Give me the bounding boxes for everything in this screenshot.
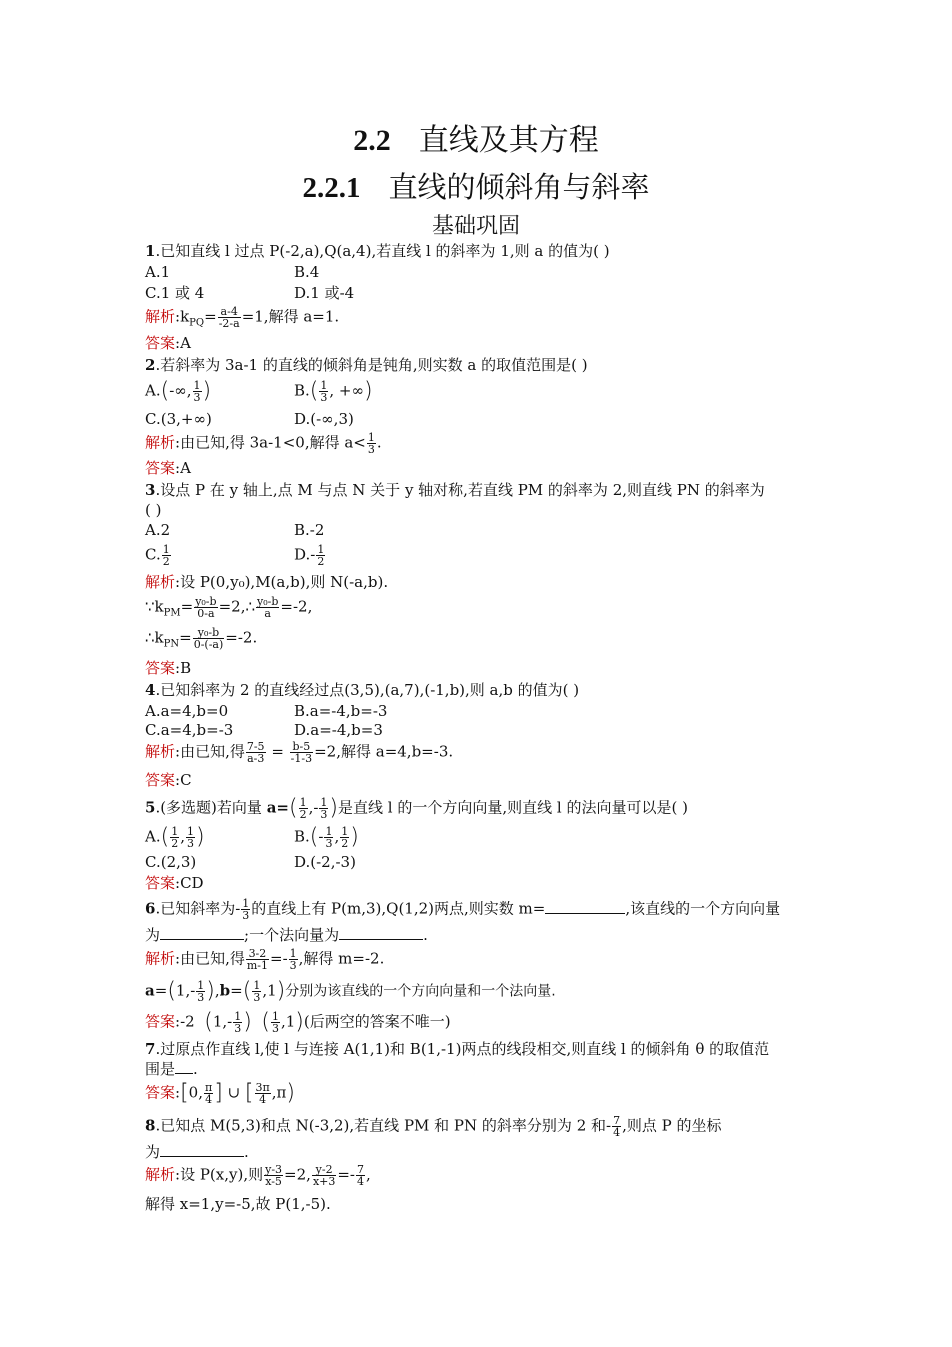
section-name: 直线及其方程: [418, 123, 599, 158]
q5-options-ab: A.( $\frac{1}{2}$ , $\frac{1}{3}$ ) B.(- $\frac{1}{3}$ , $\frac{1}{2}$ ): [145, 824, 359, 850]
q2-analysis: 解析:由已知,得 3a-1<0,解得 a< $\frac{1}{3}$ .: [145, 431, 382, 456]
q8-stem: 8.已知点 M(5,3)和点 N(-3,2),若直线 PM 和 PN 的斜率分别为 2 和- $\frac{7}{4}$ ,则点 P 的坐标: [145, 1114, 722, 1139]
q6-stem-cont: 为 ;一个法向量为 .: [145, 926, 428, 944]
q1-options-ab: A.1 B.4: [145, 263, 320, 281]
q5-answer: 答案:CD: [145, 874, 204, 892]
q3-stem-cont: ( ): [145, 501, 162, 519]
q6-analysis: 解析:由已知,得 $\frac{3-2}{m-1}$ =- $\frac{1}{3}$ ,解得 m=-2.: [145, 947, 385, 972]
q8-analysis: 解析:设 P(x,y),则 $\frac{y-3}{x-5}$ =2, $\frac{y-2}{x+3}$ =- $\frac{7}{4}$ ,: [145, 1163, 371, 1188]
q3-answer: 答案:B: [145, 659, 192, 677]
part-title: 基础巩固: [431, 214, 520, 239]
blank-normal-vector[interactable]: [339, 925, 423, 940]
q1-options-cd: C.1 或 4 D.1 或-4: [145, 284, 355, 302]
q1-stem: 1.已知直线 l 过点 P(-2,a),Q(a,4),若直线 l 的斜率为 1,则 a 的值为( ): [145, 242, 610, 260]
q7-stem-cont: 围是 .: [145, 1060, 198, 1078]
q1-answer: 答案:A: [145, 334, 191, 352]
q1-analysis: 解析$:k_{PQ}=$ $\frac{a-4}{-2-a}$ =1,解得 a=1.: [145, 305, 340, 330]
q5-stem: 5.(多选题)若向量 a=( $\frac{1}{2}$ ,- $\frac{1}{3}$ )是直线 l 的一个方向向量,则直线 l 的法向量可以是( ): [145, 795, 688, 821]
q3-analysis-2: $\because k_{PM}=$ $\frac{\text{y₀-b}}{0-a}$ =2,∴ $\frac{\text{y₀-b}}{a}$ =-2,: [145, 595, 313, 620]
q5-options-cd: C.(2,3) D.(-2,-3): [145, 853, 356, 871]
q3-options-cd: C. $\frac{1}{2}$ D.- $\frac{1}{2}$: [145, 543, 325, 568]
q7-answer: 答案:[0, $\frac{\pi}{4}$ ] ∪ [ $\frac{3\pi}{4}$ ,π): [145, 1080, 295, 1106]
blank-point-p[interactable]: [160, 1142, 244, 1157]
blank-direction-vector[interactable]: [160, 925, 244, 940]
q8-analysis-end: 解得 x=1,y=-5,故 P(1,-5).: [145, 1195, 331, 1213]
q8-stem-cont: 为 .: [145, 1143, 249, 1161]
blank-angle-range[interactable]: [175, 1059, 193, 1074]
subsection-number: 2.2.1: [302, 172, 361, 204]
section-title: [0, 115, 952, 159]
q6-vector-line: a=(1,- $\frac{1}{3}$ ),b=( $\frac{1}{3}$ ,1)分别为该直线的一个方向向量和一个法向量.: [145, 978, 556, 1004]
q2-stem: 2.若斜率为 3a-1 的直线的倾斜角是钝角,则实数 a 的取值范围是( ): [145, 356, 588, 374]
q4-stem: 4.已知斜率为 2 的直线经过点(3,5),(a,7),(-1,b),则 a,b 的值为( ): [145, 681, 580, 699]
q2-options-cd: C.(3,+∞) D.(-∞,3): [145, 410, 354, 428]
q3-options-ab: A.2 B.-2: [145, 521, 325, 539]
q2-answer: 答案:A: [145, 459, 191, 477]
subsection-title: [0, 165, 952, 206]
q4-options-cd: C.a=4,b=-3 D.a=-4,b=3: [145, 721, 383, 739]
q2-options-ab: A.(-∞, $\frac{1}{3}$ ) B.( $\frac{1}{3}$ , +∞): [145, 378, 373, 404]
q3-analysis-1: 解析:设 P(0,y₀),M(a,b),则 N(-a,b).: [145, 573, 389, 591]
subsection-name: 直线的倾斜角与斜率: [388, 170, 650, 204]
q6-answer: 答案:-2 (1,- $\frac{1}{3}$ ) ( $\frac{1}{3}$ ,1)(后两空的答案不唯一): [145, 1009, 451, 1035]
section-number: 2.2: [353, 124, 391, 157]
q4-options-ab: A.a=4,b=0 B.a=-4,b=-3: [145, 702, 388, 720]
q4-answer: 答案:C: [145, 771, 192, 789]
q4-analysis: 解析:由已知,得 $\frac{7-5}{a-3}$ = $\frac{b-5}{-1-3}$ =2,解得 a=4,b=-3.: [145, 740, 454, 765]
q3-analysis-3: $\therefore k_{PN}=$ $\frac{\text{y₀-b}}{0-(-a)}$ =-2.: [145, 626, 258, 651]
q7-stem: 7.过原点作直线 l,使 l 与连接 A(1,1)和 B(1,-1)两点的线段相交,则直线 l 的倾斜角 θ 的取值范: [145, 1040, 770, 1058]
blank-m[interactable]: [545, 899, 625, 914]
q6-stem: 6.已知斜率为- $\frac{1}{3}$ 的直线上有 P(m,3),Q(1,2)两点,则实数 m= ,该直线的一个方向向量: [145, 897, 781, 922]
q3-stem: 3.设点 P 在 y 轴上,点 M 与点 N 关于 y 轴对称,若直线 PM 的斜率为 2,则直线 PN 的斜率为: [145, 481, 765, 499]
